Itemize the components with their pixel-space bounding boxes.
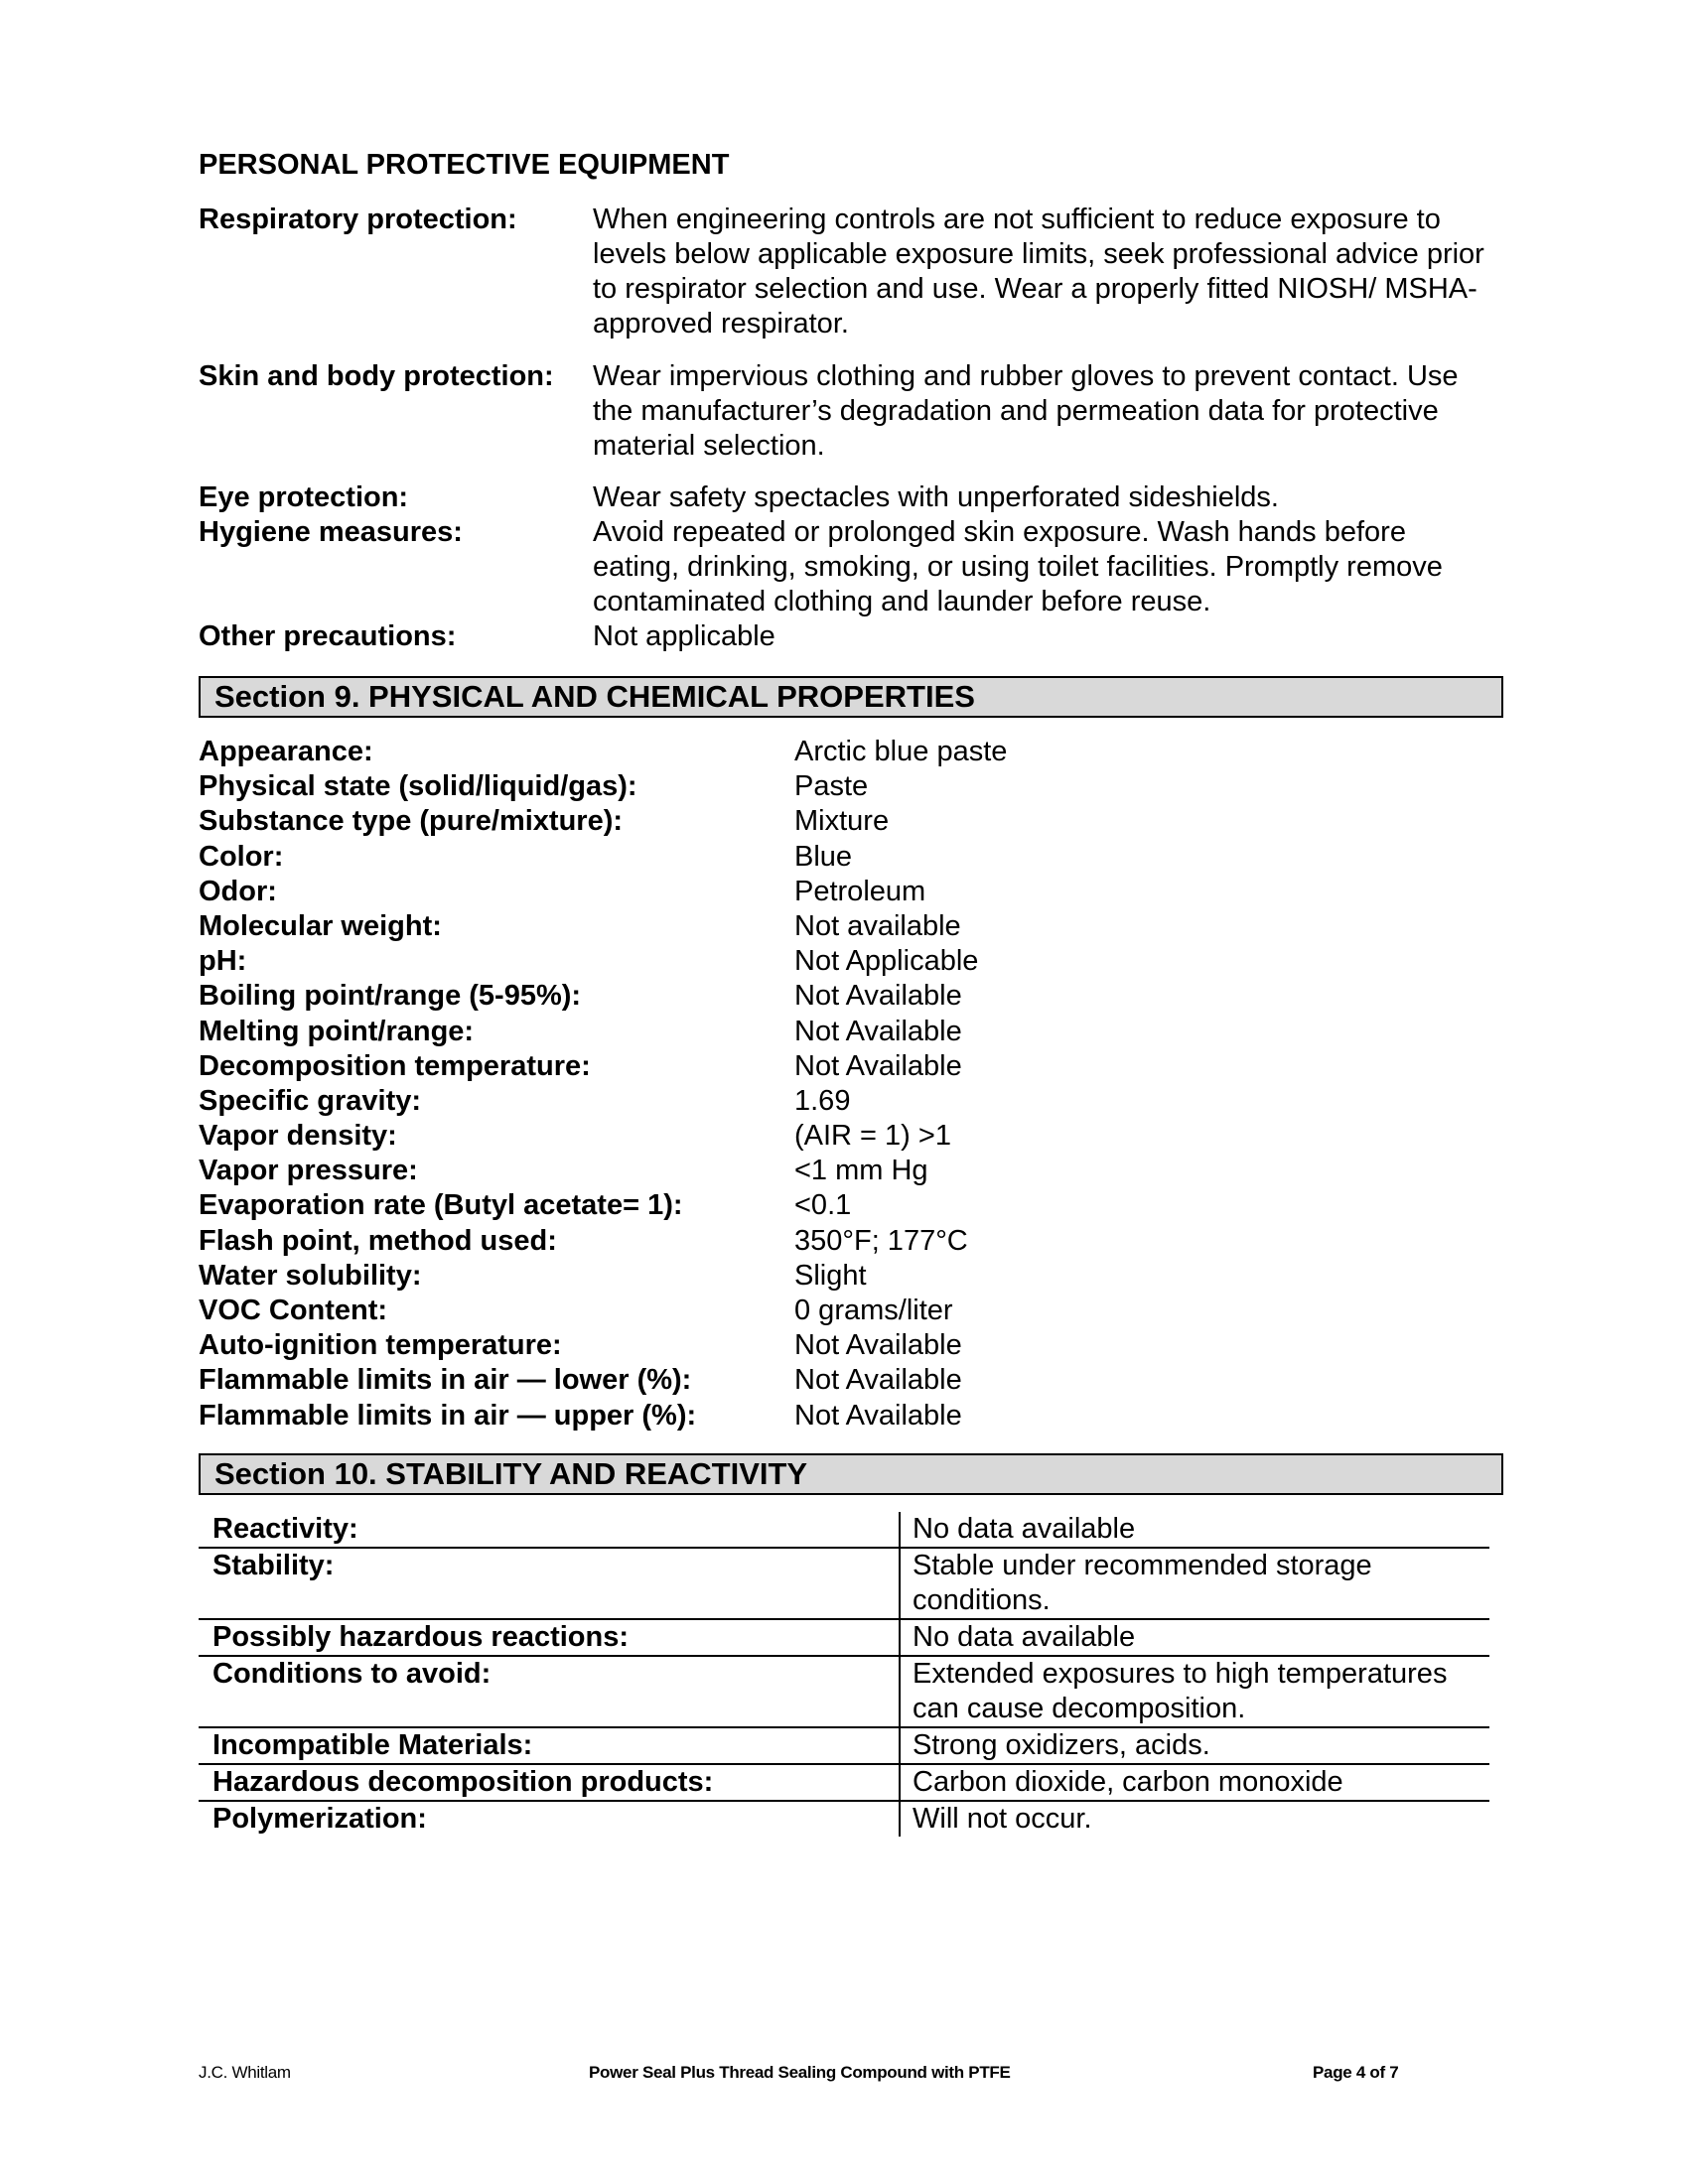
stability-label: Possibly hazardous reactions: — [199, 1619, 900, 1656]
property-row — [199, 979, 1489, 1014]
ppe-value: Avoid repeated or prolonged skin exposure. Wash hands before eating, drinking, smoking, or using toilet facilities. Promptly remove contaminated clothing and launder before reuse. — [593, 516, 1443, 617]
property-value: Not Available — [794, 1329, 962, 1362]
ppe-label: Skin and body protection: — [199, 360, 554, 392]
property-value: Not Available — [794, 980, 962, 1013]
stability-value: Carbon dioxide, carbon monoxide — [900, 1764, 1489, 1801]
footer-product-name: Power Seal Plus Thread Sealing Compound with PTFE — [589, 2063, 1011, 2082]
property-label: Boiling point/range (5-95%): — [199, 980, 582, 1013]
property-row — [199, 1328, 1489, 1363]
property-row — [199, 1259, 1489, 1294]
property-label: Melting point/range: — [199, 1015, 475, 1047]
section-9-header: Section 9. PHYSICAL AND CHEMICAL PROPERTIES — [199, 676, 1503, 718]
property-row — [199, 875, 1489, 909]
property-label: Specific gravity: — [199, 1084, 422, 1117]
property-value: <1 mm Hg — [794, 1155, 928, 1187]
property-row — [199, 1154, 1489, 1188]
property-row — [199, 769, 1489, 804]
property-row — [199, 735, 1489, 769]
ppe-value: Wear safety spectacles with unperforated sideshields. — [593, 481, 1279, 513]
property-row — [199, 804, 1489, 839]
property-value: Not Available — [794, 1049, 962, 1082]
property-label: Flammable limits in air — lower (%): — [199, 1364, 692, 1397]
section-10-header: Section 10. STABILITY AND REACTIVITY — [199, 1453, 1503, 1495]
ppe-value: Wear impervious clothing and rubber gloves to prevent contact. Use the manufacturer’s degradation and permeation data for protective material selection. — [593, 360, 1459, 462]
stability-label: Incompatible Materials: — [199, 1727, 900, 1764]
property-row — [199, 944, 1489, 979]
stability-value: No data available — [900, 1512, 1489, 1548]
property-label: Flammable limits in air — upper (%): — [199, 1399, 697, 1432]
stability-label: Hazardous decomposition products: — [199, 1764, 900, 1801]
property-row — [199, 1363, 1489, 1398]
property-label: Color: — [199, 840, 284, 873]
stability-table — [199, 1512, 1489, 1837]
ppe-value: When engineering controls are not sufficient to reduce exposure to levels below applicable exposure limits, seek professional advice prior to respirator selection and use. Wear a properly fitted NIOSH/ MSHA-approved respirator. — [593, 204, 1484, 340]
table-row — [199, 1764, 1489, 1801]
property-row — [199, 1399, 1489, 1433]
property-value: Paste — [794, 770, 869, 803]
property-row — [199, 1294, 1489, 1328]
property-label: Evaporation rate (Butyl acetate= 1): — [199, 1189, 683, 1222]
property-row — [199, 1188, 1489, 1223]
property-label: Auto-ignition temperature: — [199, 1329, 562, 1362]
ppe-label: Eye protection: — [199, 481, 409, 513]
property-value: 1.69 — [794, 1084, 851, 1117]
stability-value: Will not occur. — [913, 1803, 1092, 1835]
table-row — [199, 1727, 1489, 1764]
property-label: Decomposition temperature: — [199, 1049, 591, 1082]
property-label: Appearance: — [199, 736, 373, 767]
property-label: Water solubility: — [199, 1259, 422, 1292]
stability-label: Stability: — [199, 1548, 900, 1619]
footer-author: J.C. Whitlam — [199, 2063, 291, 2082]
property-row — [199, 1224, 1489, 1259]
ppe-heading: PERSONAL PROTECTIVE EQUIPMENT — [199, 149, 730, 181]
property-value: Not Available — [794, 1015, 962, 1047]
property-value: Blue — [794, 840, 853, 873]
ppe-label: Respiratory protection: — [199, 204, 517, 235]
property-value: <0.1 — [794, 1189, 852, 1222]
table-row — [199, 1512, 1489, 1548]
property-row — [199, 1084, 1489, 1119]
property-row — [199, 1119, 1489, 1154]
ppe-label: Hygiene measures: — [199, 516, 463, 548]
ppe-value: Not applicable — [593, 620, 775, 652]
table-row — [199, 1801, 1489, 1837]
stability-label: Conditions to avoid: — [199, 1656, 900, 1727]
property-row — [199, 909, 1489, 944]
property-label: Flash point, method used: — [199, 1224, 557, 1257]
property-row — [199, 840, 1489, 875]
property-row — [199, 1049, 1489, 1084]
table-row — [199, 1619, 1489, 1656]
stability-label: Reactivity: — [199, 1512, 900, 1548]
stability-value: Strong oxidizers, acids. — [900, 1727, 1489, 1764]
stability-value: Extended exposures to high temperatures can cause decomposition. — [900, 1656, 1489, 1727]
property-label: pH: — [199, 945, 247, 978]
property-label: Vapor pressure: — [199, 1155, 418, 1187]
property-value: Not Applicable — [794, 945, 979, 978]
property-label: Molecular weight: — [199, 909, 442, 942]
property-value: (AIR = 1) >1 — [794, 1120, 951, 1153]
property-label: Substance type (pure/mixture): — [199, 805, 624, 838]
ppe-label: Other precautions: — [199, 620, 457, 652]
property-label: VOC Content: — [199, 1295, 388, 1326]
physical-properties-list — [199, 735, 1489, 1433]
property-value: Slight — [794, 1259, 867, 1292]
table-row — [199, 1548, 1489, 1619]
table-row — [199, 1656, 1489, 1727]
property-value: Arctic blue paste — [794, 736, 1008, 767]
property-value: Not Available — [794, 1364, 962, 1397]
property-value: 350°F; 177°C — [794, 1224, 968, 1257]
property-value: Not available — [794, 909, 961, 942]
property-label: Vapor density: — [199, 1120, 397, 1153]
stability-value: Stable under recommended storage conditions. — [900, 1548, 1489, 1619]
property-value: 0 grams/liter — [794, 1295, 953, 1326]
property-value: Mixture — [794, 805, 890, 838]
property-row — [199, 1015, 1489, 1049]
stability-value: No data available — [900, 1619, 1489, 1656]
property-value: Not Available — [794, 1399, 962, 1432]
property-value: Petroleum — [794, 875, 926, 907]
footer-page-number: Page 4 of 7 — [1313, 2063, 1399, 2082]
stability-label: Polymerization: — [199, 1801, 900, 1837]
property-label: Odor: — [199, 875, 277, 907]
property-label: Physical state (solid/liquid/gas): — [199, 770, 637, 803]
